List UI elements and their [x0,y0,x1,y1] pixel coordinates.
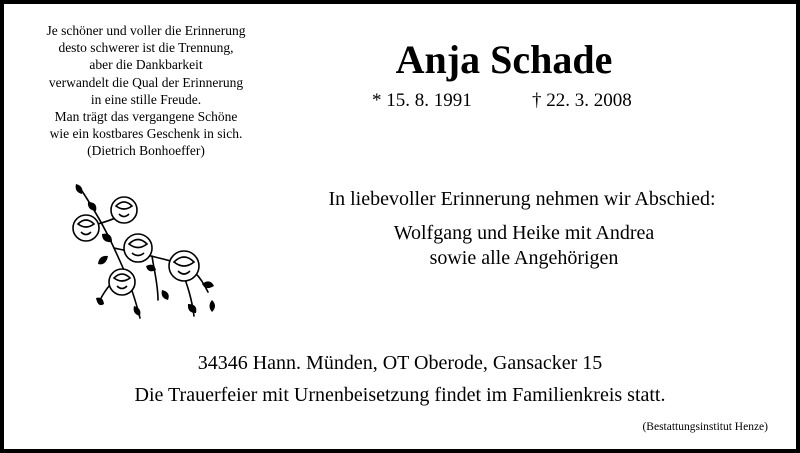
quote-line: aber die Dankbarkeit [89,57,203,73]
birth-date: * 15. 8. 1991 [372,90,472,111]
funeral-home: (Bestattungsinstitut Henze) [642,421,768,433]
family-block [334,221,714,271]
death-date: † 22. 3. 2008 [532,90,632,111]
quote-author: (Dietrich Bonhoeffer) [87,143,205,159]
quote-line: desto schwerer ist die Trennung, [58,40,234,56]
quote-line: verwandelt die Qual der Erinnerung [48,74,244,90]
roses-illustration-icon [62,176,222,326]
quote-line: Man trägt das vergangene Schöne [54,109,238,125]
family-line: Wolfgang und Heike mit Andrea [393,222,655,244]
ceremony-note: Die Trauerfeier mit Urnenbeisetzung findet im Familienkreis statt. [134,384,666,406]
quote-line: wie ein kostbares Geschenk in sich. [49,126,243,142]
farewell-text: In liebevoller Erinnerung nehmen wir Abschied: [328,188,716,210]
family-line: sowie alle Angehörigen [429,247,619,269]
quote-line: Je schöner und voller die Erinnerung [46,23,246,38]
deceased-name: Anja Schade [395,37,613,82]
address: 34346 Hann. Münden, OT Oberode, Gansacker 15 [197,352,603,374]
bonhoeffer-quote [12,22,280,160]
quote-line: in eine stille Freude. [90,91,202,107]
